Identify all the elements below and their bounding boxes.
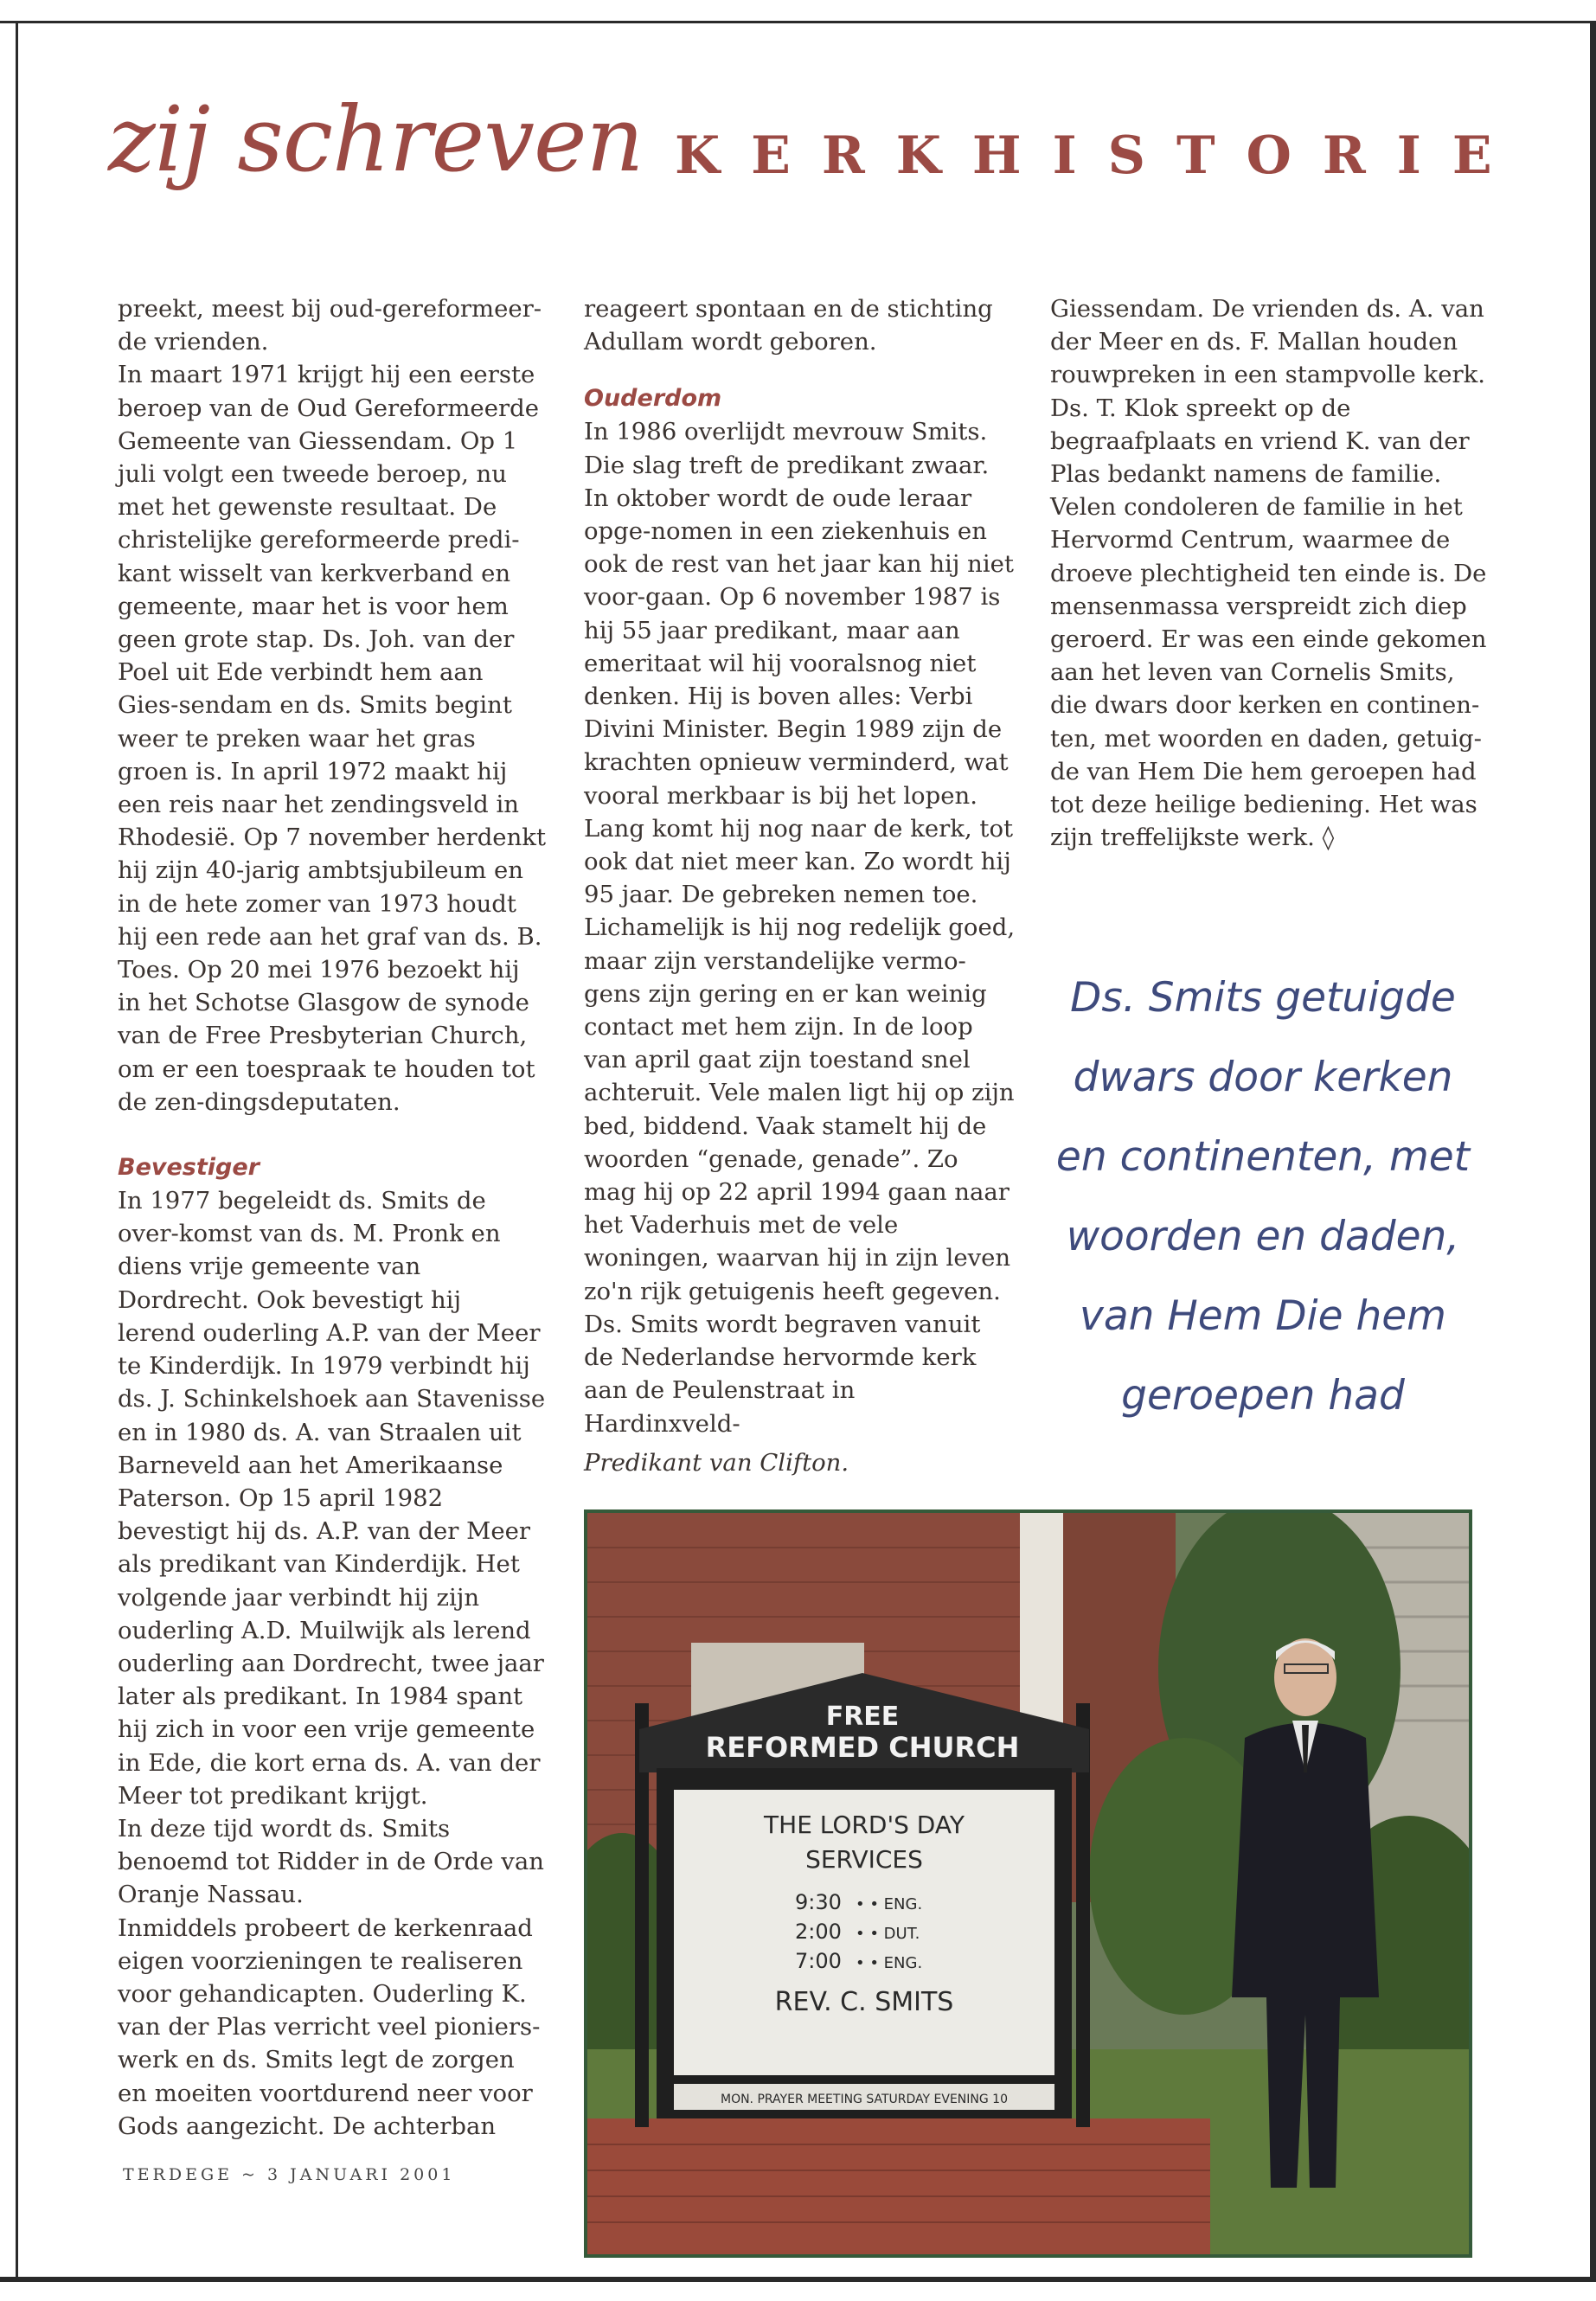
- paragraph: Giessendam. De vrienden ds. A. van der Meer en ds. F. Mallan houden rouwpreken in een stampvolle kerk. Ds. T. Klok spreekt op de begraafplaats en vriend K. van der Plas bedankt namens de familie. Velen condoleren de familie in het Hervormd Centrum, waarmee de droeve plechtigheid ten einde is. De mensenmassa verspreidt zich diep geroerd. Er was een einde gekomen aan het leven van Cornelis Smits, die dwars door kerken en continen-ten, met woorden en daden, getuig-de van Hem Die hem geroepen had tot deze heilige bediening. Het was zijn treffelijkste werk. ◊: [1050, 295, 1487, 852]
- text-column-1: [118, 292, 546, 2143]
- sign-lang-2: • • DUT.: [856, 1925, 920, 1943]
- church-photo-illustration: [587, 1513, 1469, 2254]
- sign-time-3: 7:00: [795, 1949, 842, 1973]
- page-border-right: [1590, 21, 1596, 2279]
- sign-line-lords-day: THE LORD'S DAY: [764, 1811, 965, 1839]
- paragraph: In maart 1971 krijgt hij een eerste beroep van de Oud Gereformeerde Gemeente van Giessendam. Op 1 juli volgt een tweede beroep, nu met het gewenste resultaat. De christelijke gereformeerde predi-kant wisselt van kerkverband en gemeente, maar het is voor hem geen grote stap. Ds. Joh. van der Poel uit Ede verbindt hem aan Gies-sendam en ds. Smits begint weer te preken waar het gras groen is. In april 1972 maakt hij een reis naar het zendingsveld in Rhodesië. Op 7 november herdenkt hij zijn 40-jarig ambtsjubileum en in de hete zomer van 1973 houdt hij een rede aan het graf van ds. B. Toes. Op 20 mei 1976 bezoekt hij in het Schotse Glasgow de synode van de Free Presbyterian Church, om er een toespraak te houden tot de zen-dingsdeputaten.: [118, 361, 546, 1116]
- subheading-ouderdom: Ouderdom: [584, 385, 722, 413]
- page-border-top: [0, 21, 1596, 23]
- pull-quote: [1038, 958, 1488, 1436]
- text-column-2: [584, 292, 1016, 1440]
- pull-quote-line: woorden en daden,: [1066, 1213, 1460, 1260]
- sign-line-church: REFORMED CHURCH: [705, 1731, 1020, 1764]
- text-column-3: [1050, 292, 1487, 854]
- pull-quote-line: van Hem Die hem: [1080, 1292, 1446, 1340]
- sign-bottom-line: MON. PRAYER MEETING SATURDAY EVENING 10: [720, 2093, 1009, 2106]
- sign-line-free: FREE: [825, 1702, 900, 1732]
- pull-quote-line: Ds. Smits getuigde: [1070, 974, 1456, 1022]
- church-photo: [584, 1509, 1472, 2258]
- paragraph: preekt, meest bij oud-gereformeer-de vrienden.: [118, 295, 542, 356]
- page-border-left: [16, 21, 18, 2279]
- sign-time-2: 2:00: [795, 1920, 842, 1944]
- section-script-title: zij schreven: [108, 87, 644, 192]
- pull-quote-line: geroepen had: [1121, 1372, 1405, 1420]
- sign-pastor: REV. C. SMITS: [774, 1987, 954, 2017]
- sign-line-services: SERVICES: [805, 1845, 923, 1874]
- sign-time-1: 9:30: [795, 1890, 842, 1914]
- paragraph: In deze tijd wordt ds. Smits benoemd tot Ridder in de Orde van Oranje Nassau.: [118, 1814, 544, 1909]
- page-border-bottom: [0, 2277, 1596, 2282]
- page-footer: TERDEGE ~ 3 JANUARI 2001: [123, 2165, 456, 2184]
- pull-quote-line: dwars door kerken: [1073, 1054, 1453, 1101]
- paragraph: Ds. Smits wordt begraven vanuit de Nederlandse hervormde kerk aan de Peulenstraat in Hardinxveld-: [584, 1310, 981, 1438]
- paragraph: reageert spontaan en de stichting Adullam wordt geboren.: [584, 295, 993, 356]
- section-title: KERKHISTORIE: [675, 125, 1523, 186]
- paragraph: In 1977 begeleidt ds. Smits de over-komst van ds. M. Pronk en diens vrije gemeente van Dordrecht. Ook bevestigt hij lerend ouderling A.P. van der Meer te Kinderdijk. In 1979 verbindt hij ds. J. Schinkelshoek aan Stavenisse en in 1980 ds. A. van Straalen uit Barneveld aan het Amerikaanse Paterson. Op 15 april 1982 bevestigt hij ds. A.P. van der Meer als predikant van Kinderdijk. Het volgende jaar verbindt hij zijn ouderling A.D. Muilwijk als lerend ouderling aan Dordrecht, twee jaar later als predikant. In 1984 spant hij zich in voor een vrije gemeente in Ede, die kort erna ds. A. van der Meer tot predikant krijgt.: [118, 1187, 546, 1810]
- sign-lang-1: • • ENG.: [856, 1895, 923, 1913]
- paragraph: Lang komt hij nog naar de kerk, tot ook dat niet meer kan. Zo wordt hij 95 jaar. De gebreken nemen toe. Lichamelijk is hij nog redelijk goed, maar zijn verstandelijke vermo-gens zijn gering en er kan weinig contact met hem zijn. In de loop van april gaat zijn toestand snel achteruit. Vele malen ligt hij op zijn bed, biddend. Vaak stamelt hij de woorden “genade, genade”. Zo mag hij op 22 april 1994 gaan naar het Vaderhuis met de vele woningen, waarvan hij in zijn leven zo'n rijk getuigenis heeft gegeven.: [584, 814, 1016, 1305]
- photo-caption: Predikant van Clifton.: [584, 1449, 849, 1477]
- paragraph: Inmiddels probeert de kerkenraad eigen voorzieningen te realiseren voor gehandicapten. Ouderling K. van der Plas verricht veel pioniers-werk en ds. Smits legt de zorgen en moeiten voortdurend neer voor Gods aangezicht. De achterban: [118, 1913, 541, 2140]
- subheading-bevestiger: Bevestiger: [118, 1154, 260, 1182]
- paragraph: In 1986 overlijdt mevrouw Smits. Die slag treft de predikant zwaar. In oktober wordt de oude leraar opge-nomen in een ziekenhuis en ook de rest van het jaar kan hij niet voor-gaan. Op 6 november 1987 is hij 55 jaar predikant, maar aan emeritaat wil hij vooralsnog niet denken. Hij is boven alles: Verbi Divini Minister. Begin 1989 zijn de krachten opnieuw verminderd, wat vooral merkbaar is bij het lopen.: [584, 418, 1014, 810]
- pull-quote-line: en continenten, met: [1055, 1133, 1471, 1181]
- sign-lang-3: • • ENG.: [856, 1954, 923, 1972]
